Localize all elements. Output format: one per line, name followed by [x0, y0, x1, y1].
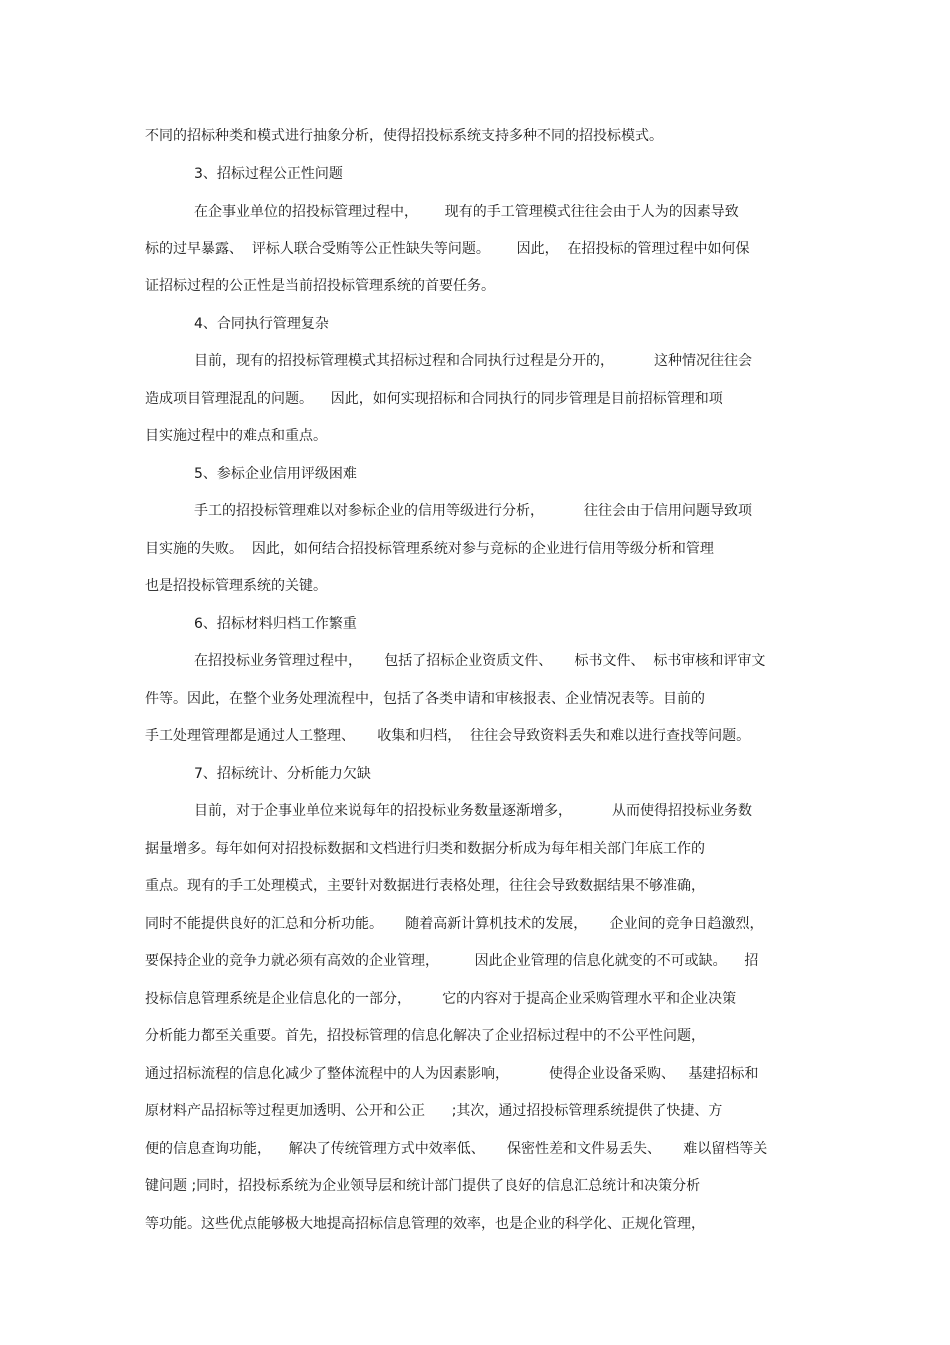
paragraph-line: 要保持企业的竞争力就必须有高效的企业管理， 因此企业管理的信息化就变的不可或缺。 招 [145, 953, 759, 969]
paragraph-line: 件等。因此，在整个业务处理流程中，包括了各类申请和审核报表、企业情况表等。目前的 [145, 691, 705, 707]
paragraph-line: 目前，对于企事业单位来说每年的招投标业务数量逐渐增多， 从而使得招投标业务数 [194, 803, 753, 819]
paragraph-line: 在招投标业务管理过程中， 包括了招标企业资质文件、 标书文件、 标书审核和评审文 [194, 653, 766, 669]
paragraph-line: 同时不能提供良好的汇总和分析功能。 随着高新计算机技术的发展， 企业间的竞争日趋激烈， [145, 916, 764, 932]
paragraph-line: 目实施过程中的难点和重点。 [145, 428, 327, 444]
paragraph-line: 也是招投标管理系统的关键。 [145, 578, 327, 594]
paragraph-line: 通过招标流程的信息化减少了整体流程中的人为因素影响， 使得企业设备采购、 基建招标和 [145, 1066, 759, 1082]
paragraph-line: 键问题 ;同时，招投标系统为企业领导层和统计部门提供了良好的信息汇总统计和决策分析 [145, 1178, 701, 1194]
paragraph-line: 标的过早暴露、 评标人联合受贿等公正性缺失等问题。 因此， 在招投标的管理过程中如何保 [145, 241, 750, 257]
section-heading: 6、招标材料归档工作繁重 [194, 616, 357, 632]
section-heading: 3、招标过程公正性问题 [194, 166, 343, 182]
paragraph-line: 据量增多。每年如何对招投标数据和文档进行归类和数据分析成为每年相关部门年底工作的 [145, 841, 705, 857]
paragraph-line: 重点。现有的手工处理模式，主要针对数据进行表格处理，往往会导致数据结果不够准确， [145, 878, 705, 894]
paragraph-line: 分析能力都至关重要。首先，招投标管理的信息化解决了企业招标过程中的不公平性问题， [145, 1028, 705, 1044]
paragraph-line: 目实施的失败。 因此，如何结合招投标管理系统对参与竞标的企业进行信用等级分析和管理 [145, 541, 714, 557]
section-heading: 4、合同执行管理复杂 [194, 316, 329, 332]
paragraph-line: 手工处理管理都是通过人工整理、 收集和归档， 往往会导致资料丢失和难以进行查找等问题。 [145, 728, 751, 744]
paragraph-line: 造成项目管理混乱的问题。 因此，如何实现招标和合同执行的同步管理是目前招标管理和项 [145, 391, 723, 407]
paragraph-line: 目前，现有的招投标管理模式其招标过程和合同执行过程是分开的， 这种情况往往会 [194, 353, 753, 369]
paragraph-line: 投标信息管理系统是企业信息化的一部分， 它的内容对于提高企业采购管理水平和企业决策 [145, 991, 737, 1007]
paragraph-line: 不同的招标种类和模式进行抽象分析，使得招投标系统支持多种不同的招投标模式。 [145, 128, 663, 144]
paragraph-line: 手工的招投标管理难以对参标企业的信用等级进行分析， 往往会由于信用问题导致项 [194, 503, 753, 519]
section-heading: 7、招标统计、分析能力欠缺 [194, 766, 371, 782]
paragraph-line: 等功能。这些优点能够极大地提高招标信息管理的效率，也是企业的科学化、正规化管理， [145, 1216, 705, 1232]
paragraph-line: 证招标过程的公正性是当前招投标管理系统的首要任务。 [145, 278, 495, 294]
paragraph-line: 便的信息查询功能， 解决了传统管理方式中效率低、 保密性差和文件易丢失、 难以留档等关 [145, 1141, 768, 1157]
paragraph-line: 在企事业单位的招投标管理过程中， 现有的手工管理模式往往会由于人为的因素导致 [194, 204, 739, 220]
section-heading: 5、参标企业信用评级困难 [194, 466, 357, 482]
paragraph-line: 原材料产品招标等过程更加透明、公开和公正 ;其次，通过招投标管理系统提供了快捷、方 [145, 1103, 723, 1119]
